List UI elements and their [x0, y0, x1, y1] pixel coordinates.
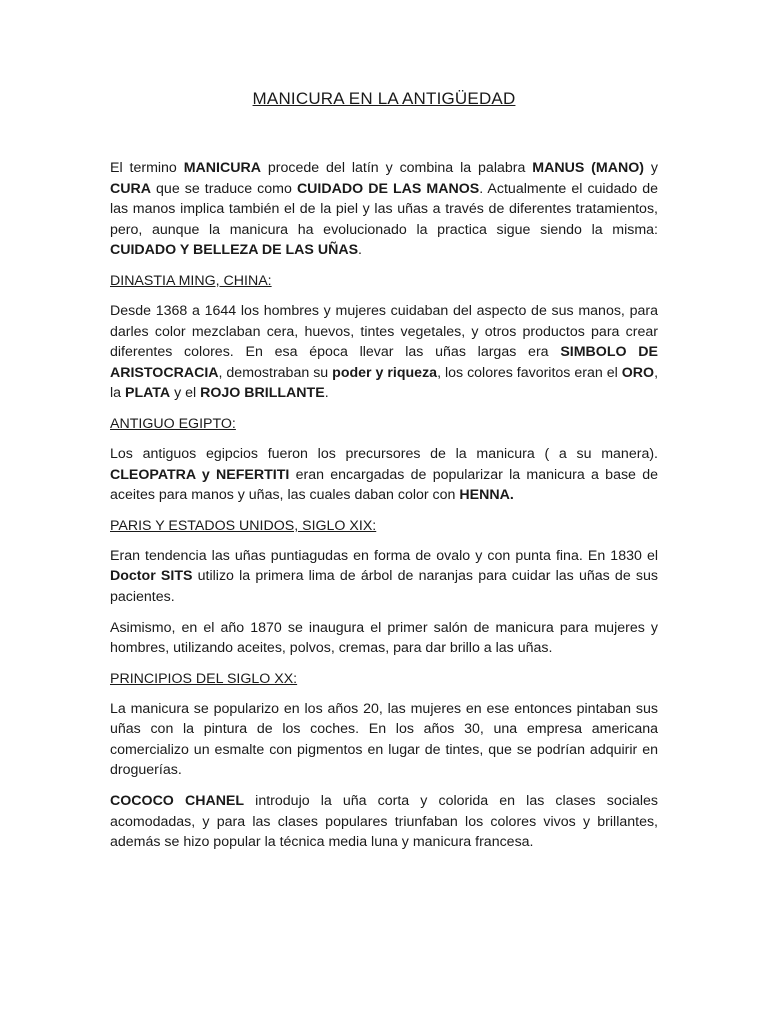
ming-paragraph [110, 301, 658, 404]
ming-bold: ORO [621, 364, 655, 381]
egypt-bold: CLEOPATRA y NEFERTITI [110, 466, 290, 483]
section-heading-egypt: ANTIGUO EGIPTO: [110, 415, 236, 432]
intro-text: . [358, 242, 362, 259]
egypt-text: eran encargadas de popularizar la manicura a base de aceites para manos y uñas, las cuales daban color con [110, 466, 658, 504]
ming-bold: PLATA [124, 385, 171, 402]
paris-text: Eran tendencia las uñas puntiagudas en forma de ovalo y con punta fina. En 1830 el [110, 547, 658, 564]
intro-text: procede del latín y combina la palabra [260, 160, 533, 176]
intro-bold: MANUS (MANO) [532, 160, 644, 176]
xx-paragraph-2 [110, 791, 658, 853]
intro-text: El termino [110, 160, 184, 176]
xx-paragraph-1: La manicura se popularizo en los años 20, las mujeres en ese entonces pintaban sus uñas con la pintura de los coches. En los años 30, una empresa americana comercializo un esmalte con pigmentos en lugar de tintes, que se podrían adquirir en droguerías. [110, 700, 658, 779]
intro-bold: CUIDADO Y BELLEZA DE LAS UÑAS [110, 242, 359, 259]
document-title: MANICURA EN LA ANTIGÜEDAD [252, 89, 516, 108]
section-heading-xx: PRINCIPIOS DEL SIGLO XX: [110, 670, 298, 687]
document-page [110, 88, 658, 863]
intro-bold: CUIDADO DE LAS MANOS [296, 180, 480, 197]
ming-text: y el [170, 385, 201, 402]
ming-text: . [324, 385, 329, 402]
section-heading-ming: DINASTIA MING, CHINA: [110, 272, 272, 289]
paris-paragraph-1 [110, 546, 658, 608]
xx-bold: COCOCO CHANEL [110, 793, 245, 810]
intro-bold: MANICURA [183, 160, 261, 176]
ming-text: Desde 1368 a 1644 los hombres y mujeres cuidaban del aspecto de sus manos, para darles color mezclaban cera, huevos, tintes vegetales, y otros productos para crear diferentes colores. En esa época llevar las uñas largas era [110, 302, 658, 361]
egypt-paragraph [110, 444, 658, 506]
ming-text: , la [110, 364, 659, 402]
egypt-bold: HENNA. [459, 487, 514, 504]
intro-bold: CURA [110, 180, 151, 197]
ming-bold: poder y riqueza [332, 364, 438, 381]
intro-paragraph [110, 158, 658, 261]
paris-text: utilizo la primera lima de árbol de naranjas para cuidar las uñas de sus pacientes. [110, 568, 658, 605]
intro-text: que se traduce como [150, 180, 297, 197]
intro-text: . Actualmente el cuidado de las manos implica también el de la piel y las uñas a través de diferentes tratamientos, pero, aunque la manicura ha evolucionado la practica sigue siendo la misma: [110, 180, 658, 238]
ming-text: , los colores favoritos eran el [437, 364, 622, 381]
section-heading-paris: PARIS Y ESTADOS UNIDOS, SIGLO XIX: [110, 517, 377, 534]
xx-text: introdujo la uña corta y colorida en las clases sociales acomodadas, y para las clases populares triunfaban los colores vivos y brillantes, además se hizo popular la técnica media luna y manicura francesa. [110, 793, 658, 851]
paris-paragraph-2: Asimismo, en el año 1870 se inaugura el primer salón de manicura para mujeres y hombres, utilizando aceites, polvos, cremas, para dar brillo a las uñas. [110, 619, 658, 657]
ming-bold: SIMBOLO DE ARISTOCRACIA [110, 344, 658, 381]
intro-text: y [643, 160, 658, 176]
egypt-text: Los antiguos egipcios fueron los precursores de la manicura ( a su manera). [110, 445, 658, 462]
paris-bold: Doctor SITS [110, 568, 193, 585]
ming-bold: ROJO BRILLANTE [200, 385, 325, 402]
ming-text: , demostraban su [218, 364, 333, 381]
